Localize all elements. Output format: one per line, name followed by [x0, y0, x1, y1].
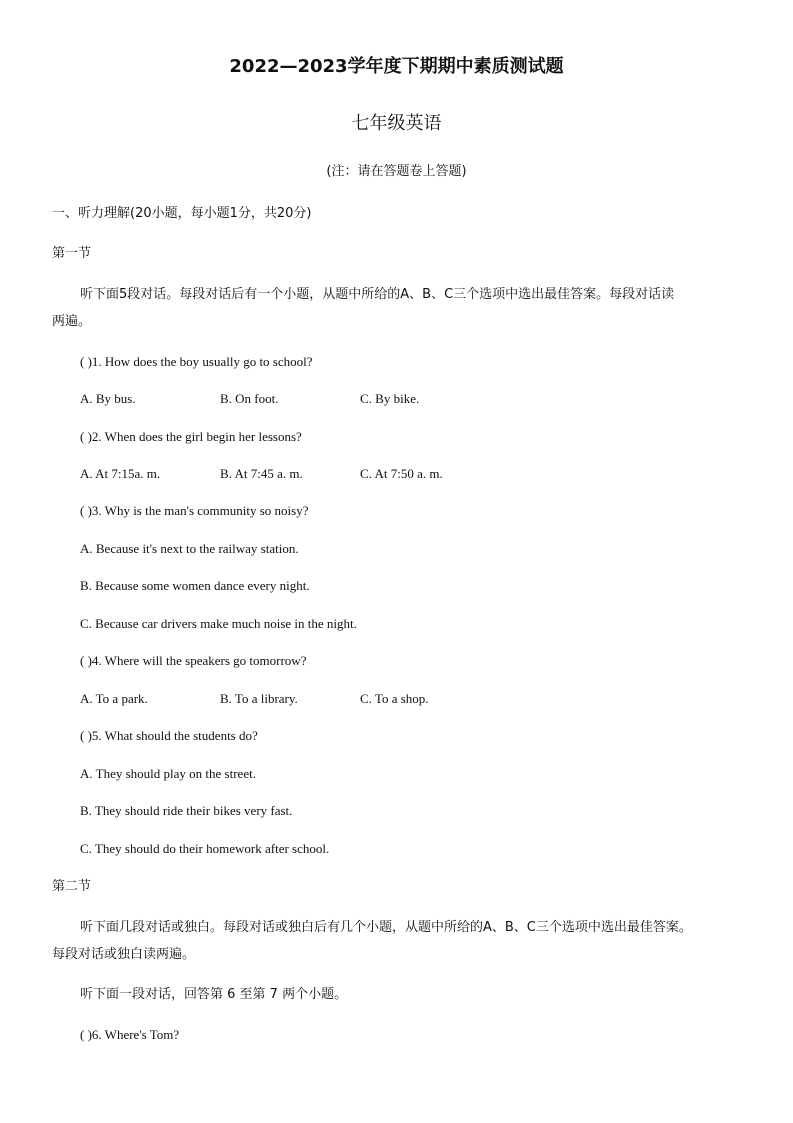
option-a: A. At 7:15a. m.	[80, 466, 161, 481]
option-c: C. At 7:50 a. m.	[360, 466, 443, 481]
option-c: C. To a shop.	[360, 691, 429, 706]
option-b: B. Because some women dance every night.	[80, 578, 310, 593]
question-stem: ( )3. Why is the man's community so noisy?	[80, 503, 309, 518]
option-a: A. They should play on the street.	[80, 766, 256, 781]
option-c: C. By bike.	[360, 391, 420, 406]
question-stem: ( )1. How does the boy usually go to school?	[80, 354, 313, 369]
part-heading: 一、听力理解(20小题，每小题1分，共20分)	[52, 206, 312, 221]
exam-subject: 七年级英语	[351, 113, 442, 134]
option-a: A. By bus.	[80, 391, 136, 406]
option-a: A. To a park.	[80, 691, 148, 706]
question-stem: ( )5. What should the students do?	[80, 728, 258, 743]
option-b: B. To a library.	[220, 691, 298, 706]
option-c: C. Because car drivers make much noise in the night.	[80, 616, 357, 631]
option-b: B. At 7:45 a. m.	[220, 466, 303, 481]
section-instruction-cont: 每段对话或独白读两遍。	[52, 947, 196, 962]
section-instruction: 听下面5段对话。每段对话后有一个小题，从题中所给的A、B、C三个选项中选出最佳答案。每段对话读	[80, 287, 675, 302]
section-instruction-cont: 两遍。	[52, 314, 92, 329]
sub-instruction: 听下面一段对话，回答第 6 至第 7 两个小题。	[80, 987, 348, 1002]
option-b: B. They should ride their bikes very fast.	[80, 803, 293, 818]
question-stem: ( )6. Where's Tom?	[80, 1027, 180, 1042]
question-stem: ( )4. Where will the speakers go tomorrow?	[80, 653, 307, 668]
section-instruction: 听下面几段对话或独白。每段对话或独白后有几个小题，从题中所给的A、B、C三个选项中选出最佳答案。	[80, 920, 692, 935]
exam-note: (注：请在答题卷上答题)	[326, 164, 467, 179]
option-a: A. Because it's next to the railway station.	[80, 541, 299, 556]
section-label: 第二节	[52, 879, 92, 894]
option-c: C. They should do their homework after school.	[80, 841, 330, 856]
section-label: 第一节	[52, 246, 92, 261]
option-b: B. On foot.	[220, 391, 279, 406]
exam-title: 2022—2023学年度下期期中素质测试题	[229, 56, 564, 77]
question-stem: ( )2. When does the girl begin her lessons?	[80, 429, 302, 444]
